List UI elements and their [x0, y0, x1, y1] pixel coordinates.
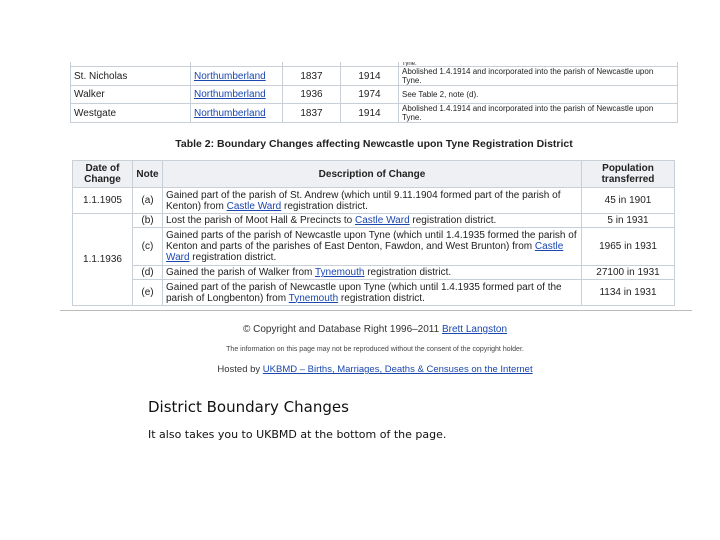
- district-link[interactable]: Tynemouth: [288, 292, 339, 304]
- parish-note: See Table 2, note (d).: [399, 86, 678, 104]
- table-caption: Table 2: Boundary Changes affecting Newcastle upon Tyne Registration District: [175, 138, 573, 150]
- header-population: Population transferred: [582, 161, 675, 188]
- slide-title: District Boundary Changes: [148, 398, 349, 416]
- district-link[interactable]: Castle Ward: [226, 200, 282, 212]
- desc-text: Lost the parish of Moot Hall & Precincts to: [166, 215, 355, 226]
- year-to: 1974: [341, 86, 399, 104]
- copyright-line: [70, 324, 680, 335]
- county-link[interactable]: Northumberland: [194, 70, 266, 82]
- truncated-note: Tyne.: [399, 62, 678, 67]
- note-ref: (c): [133, 228, 163, 266]
- change-date: 1.1.1905: [73, 188, 133, 214]
- table-row: [73, 188, 675, 214]
- parish-name: Westgate: [71, 104, 191, 123]
- district-link[interactable]: Tynemouth: [314, 267, 365, 278]
- hosted-text: Hosted by: [217, 364, 263, 375]
- table-header-row: [73, 161, 675, 188]
- note-ref: (a): [133, 188, 163, 214]
- table-row: [73, 280, 675, 306]
- note-ref: (d): [133, 266, 163, 280]
- note-ref: (b): [133, 214, 163, 228]
- change-description: [163, 266, 582, 280]
- desc-text: Gained part of the parish of Newcastle upon Tyne (which until 1.4.1935 formed part of the parish of Longbenton) from: [166, 281, 562, 304]
- district-link[interactable]: Castle Ward: [166, 241, 564, 263]
- note-ref: (e): [133, 280, 163, 306]
- table-row: [73, 228, 675, 266]
- population-value: 45 in 1901: [582, 188, 675, 214]
- population-value: 1134 in 1931: [582, 280, 675, 306]
- table-row: [71, 104, 678, 123]
- header-description: Description of Change: [163, 161, 582, 188]
- table-row: [71, 67, 678, 86]
- change-description: [163, 280, 582, 306]
- copyright-notice: The information on this page may not be reproduced without the consent of the copyright holder.: [226, 346, 524, 353]
- footer-divider: [60, 310, 692, 311]
- parish-name: St. Nicholas: [71, 67, 191, 86]
- desc-text: registration district.: [281, 200, 368, 212]
- change-description: [163, 228, 582, 266]
- year-from: 1837: [283, 67, 341, 86]
- parish-name: Walker: [71, 86, 191, 104]
- population-value: 27100 in 1931: [582, 266, 675, 280]
- year-to: 1914: [341, 67, 399, 86]
- webpage-screenshot: [70, 62, 680, 310]
- parish-table: [70, 62, 678, 123]
- population-value: 5 in 1931: [582, 214, 675, 228]
- desc-text: registration district.: [338, 292, 425, 304]
- change-description: [163, 214, 582, 228]
- county-link[interactable]: Northumberland: [194, 107, 266, 119]
- table-row: [73, 214, 675, 228]
- table-row: [71, 86, 678, 104]
- header-date: Date of Change: [73, 161, 133, 188]
- year-from: 1837: [283, 104, 341, 123]
- desc-text: registration district.: [409, 215, 497, 226]
- desc-text: registration district.: [364, 267, 452, 278]
- desc-text: Gained the parish of Walker from: [166, 267, 315, 278]
- desc-text: Gained parts of the parish of Newcastle upon Tyne (which until 1.4.1935 formed the parish of Kenton and parts of the parishes of East Denton, Fawdon, and West Brunton) from: [166, 230, 577, 252]
- year-from: 1936: [283, 86, 341, 104]
- desc-text: Gained part of the parish of St. Andrew (which until 9.11.1904 formed part of the parish of Kenton) from: [166, 189, 561, 212]
- author-link[interactable]: Brett Langston: [441, 324, 508, 335]
- table-row: [73, 266, 675, 280]
- district-link[interactable]: Castle Ward: [354, 215, 410, 226]
- copyright-text: © Copyright and Database Right 1996–2011: [242, 324, 442, 335]
- boundary-changes-table: [72, 160, 675, 306]
- change-date: 1.1.1936: [73, 214, 133, 306]
- change-description: [163, 188, 582, 214]
- county-link[interactable]: Northumberland: [194, 89, 266, 100]
- parish-note: Abolished 1.4.1914 and incorporated into the parish of Newcastle upon Tyne.: [399, 67, 678, 86]
- header-note: Note: [133, 161, 163, 188]
- year-to: 1914: [341, 104, 399, 123]
- ukbmd-link[interactable]: UKBMD – Births, Marriages, Deaths & Censuses on the Internet: [262, 364, 533, 375]
- slide-body-text: It also takes you to UKBMD at the bottom of the page.: [148, 428, 447, 441]
- hosted-by-line: [70, 364, 680, 375]
- parish-note: Abolished 1.4.1914 and incorporated into the parish of Newcastle upon Tyne.: [399, 104, 678, 123]
- population-value: 1965 in 1931: [582, 228, 675, 266]
- desc-text: registration district.: [189, 252, 277, 263]
